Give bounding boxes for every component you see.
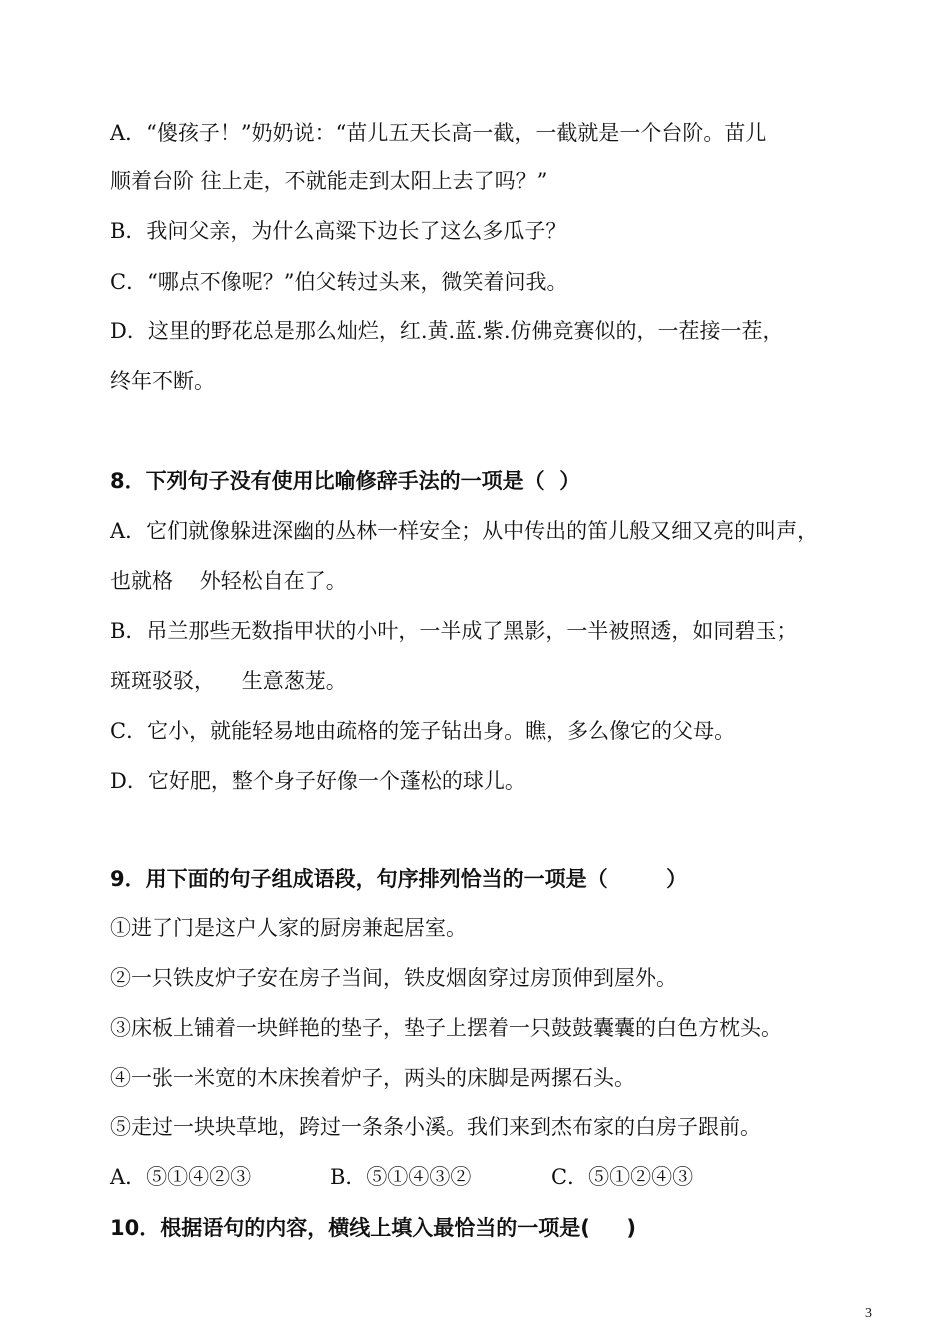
q9-sentence-3: ③床板上铺着一块鲜艳的垫子，垫子上摆着一只鼓鼓囊囊的白色方枕头。 [110, 1016, 782, 1040]
q9-sentence-5: ⑤走过一块块草地，跨过一条条小溪。我们来到杰布家的白房子跟前。 [110, 1115, 761, 1139]
q9-choice-c: C．⑤①②④③ [551, 1165, 694, 1189]
q9-choices [110, 1162, 810, 1192]
q9-choice-a: A．⑤①④②③ [110, 1165, 252, 1189]
q10-title: 10．根据语句的内容，横线上填入最恰当的一项是( ) [110, 1216, 636, 1240]
page-number: 3 [865, 1306, 872, 1321]
q9-title: 9．用下面的句子组成语段，句序排列恰当的一项是（ ） [110, 867, 688, 891]
q8-title: 8．下列句子没有使用比喻修辞手法的一项是（ ） [110, 469, 581, 493]
q7-option-d-line1: D．这里的野花总是那么灿烂，红.黄.蓝.紫.仿佛竞赛似的，一茬接一茬， [110, 319, 784, 343]
q8-option-b-line1: B．吊兰那些无数指甲状的小叶，一半成了黑影，一半被照透，如同碧玉； [110, 619, 798, 643]
q9-sentence-2: ②一只铁皮炉子安在房子当间，铁皮烟囱穿过房顶伸到屋外。 [110, 966, 677, 990]
q8-option-a-line2: 也就格 外轻松自在了。 [110, 569, 347, 593]
q9-sentence-4: ④一张一米宽的木床挨着炉子，两头的床脚是两摞石头。 [110, 1066, 635, 1090]
q9-choice-b: B．⑤①④③② [330, 1165, 472, 1189]
q8-option-b-line2: 斑斑驳驳， 生意葱茏。 [110, 669, 347, 693]
q7-option-c: C．“哪点不像呢？”伯父转过头来，微笑着问我。 [110, 270, 568, 294]
q8-option-c: C．它小，就能轻易地由疏格的笼子钻出身。瞧，多么像它的父母。 [110, 719, 736, 743]
q9-sentence-1: ①进了门是这户人家的厨房兼起居室。 [110, 916, 467, 940]
q7-option-a-line1: A．“傻孩子！”奶奶说：“苗儿五天长高一截，一截就是一个台阶。苗儿 [110, 121, 767, 145]
q8-option-a-line1: A．它们就像躲进深幽的丛林一样安全；从中传出的笛儿般又细又亮的叫声， [110, 519, 819, 543]
q7-option-b: B．我问父亲，为什么高粱下边长了这么多瓜子？ [110, 219, 567, 243]
q8-option-d: D．它好肥，整个身子好像一个蓬松的球儿。 [110, 769, 526, 793]
q7-option-a-line2: 顺着台阶 往上走，不就能走到太阳上去了吗？” [110, 169, 548, 193]
q7-option-d-line2: 终年不断。 [110, 369, 215, 393]
